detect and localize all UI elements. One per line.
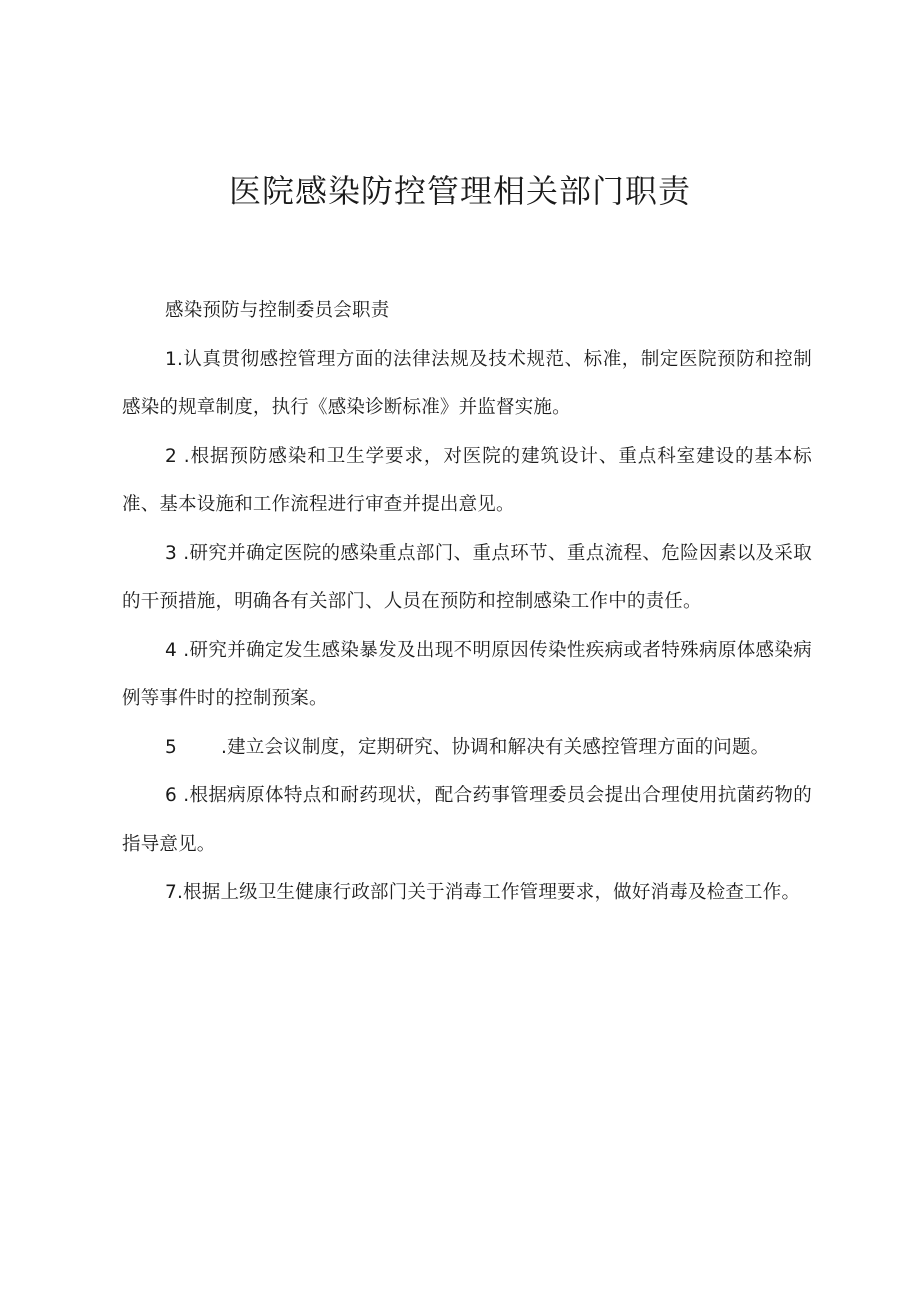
duty-item-6: 6 .根据病原体特点和耐药现状，配合药事管理委员会提出合理使用抗菌药物的指导意见。 [122,785,812,855]
duty-item-5-text: .建立会议制度，定期研究、协调和解决有关感控管理方面的问题。 [220,736,770,758]
duty-item-7: 7.根据上级卫生健康行政部门关于消毒工作管理要求，做好消毒及检查工作。 [165,882,801,903]
duty-item-1: 1.认真贯彻感控管理方面的法律法规及技术规范、标准，制定医院预防和控制感染的规章制度，执行《感染诊断标准》并监督实施。 [122,348,812,418]
duty-item-5 [122,724,812,773]
duty-item-5-number: 5 [165,736,177,758]
duty-item-3: 3 .研究并确定医院的感染重点部门、重点环节、重点流程、危险因素以及采取的干预措施，明确各有关部门、人员在预防和控制感染工作中的责任。 [122,542,812,612]
document-body [122,287,812,918]
duty-item-2: 2 .根据预防感染和卫生学要求，对医院的建筑设计、重点科室建设的基本标准、基本设施和工作流程进行审查并提出意见。 [122,445,812,515]
document-title: 医院感染防控管理相关部门职责 [228,172,691,210]
section-heading: 感染预防与控制委员会职责 [165,300,390,321]
duty-item-4: 4 .研究并确定发生感染暴发及出现不明原因传染性疾病或者特殊病原体感染病例等事件时的控制预案。 [122,639,812,709]
